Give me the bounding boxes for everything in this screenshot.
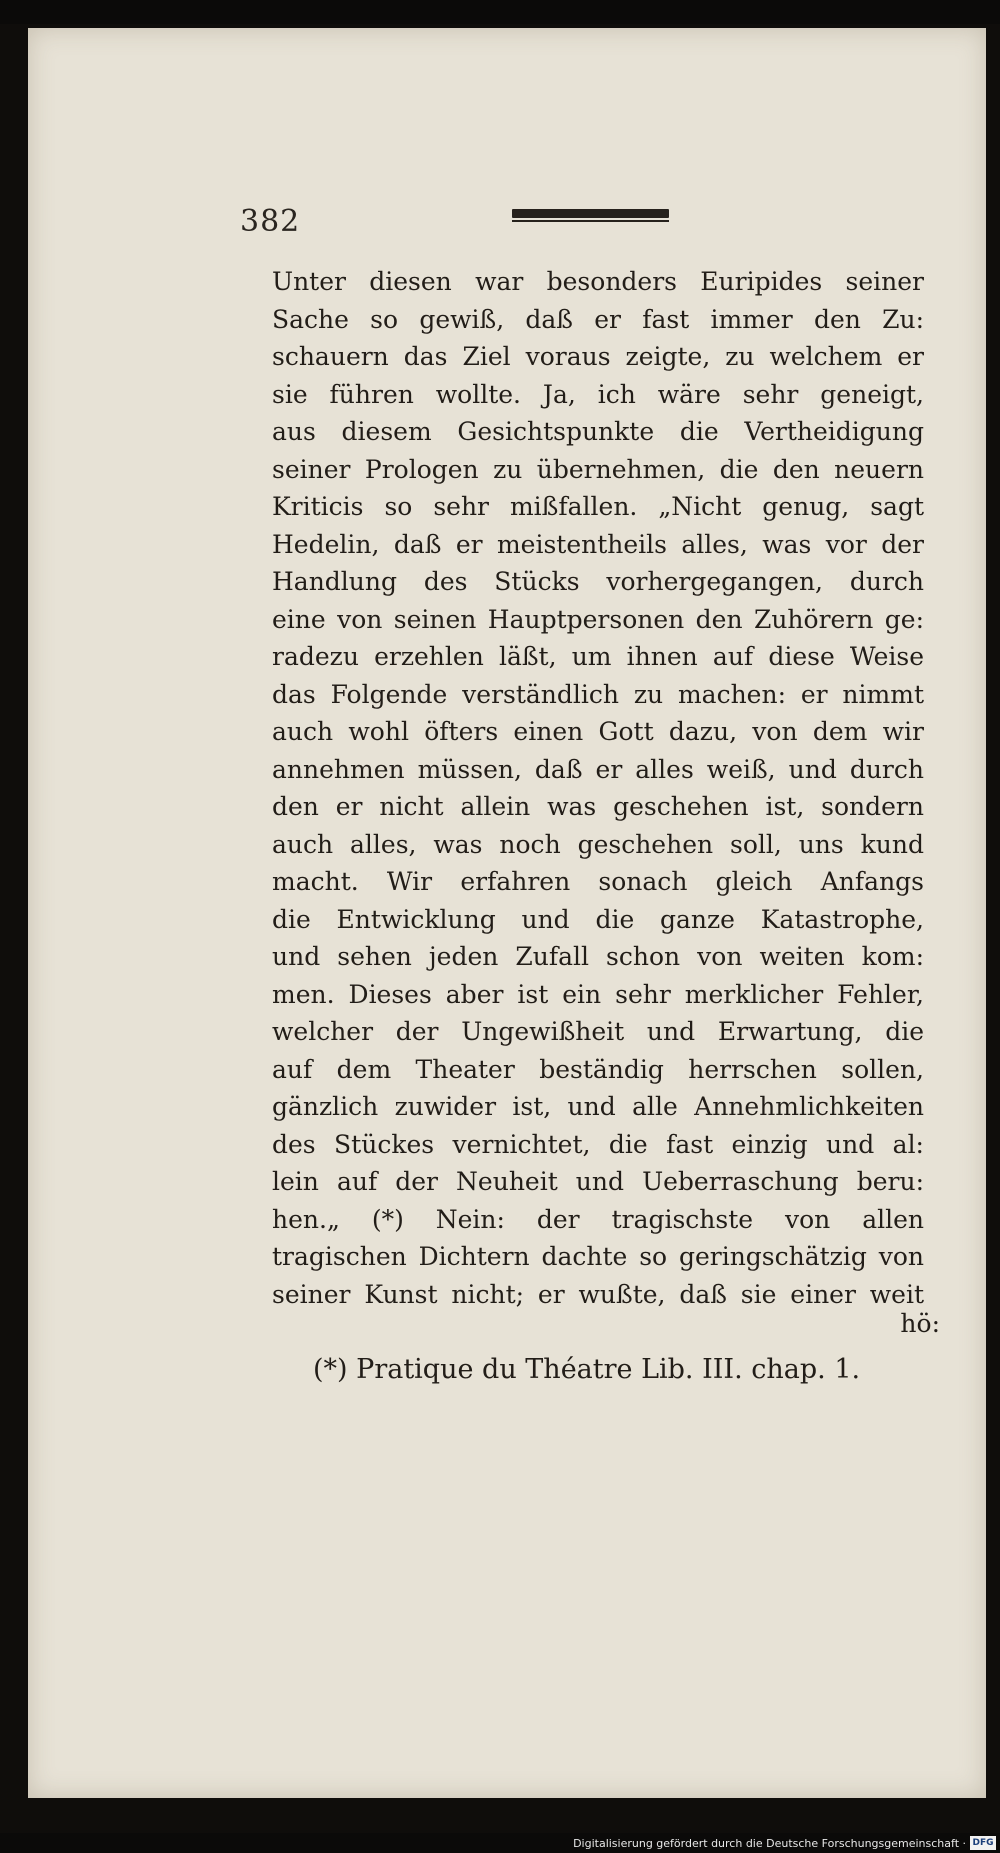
text-line: Hedelin, daß er meistentheils alles, was vor der <box>272 529 924 559</box>
page-number: 382 <box>240 204 301 239</box>
text-line: Kriticis so sehr mißfallen. „Nicht genug, sagt <box>272 492 924 521</box>
text-line: aus diesem Gesichtspunkte die Vertheidigung <box>272 417 924 446</box>
text-line: den er nicht allein was geschehen ist, sondern <box>272 792 924 821</box>
text-line: seiner Prologen zu übernehmen, die den neuern <box>272 454 924 484</box>
text-line: das Folgende verständlich zu machen: er nimmt <box>272 679 924 709</box>
text-line: gänzlich zuwider ist, und alle Annehmlichkeiten <box>272 1092 924 1121</box>
digitization-footer <box>0 1833 1000 1853</box>
text-line: annehmen müssen, daß er alles weiß, und durch <box>272 754 924 784</box>
text-line: tragischen Dichtern dachte so geringschätzig von <box>272 1242 924 1271</box>
text-line: Unter diesen war besonders Euripides seiner <box>272 267 924 296</box>
text-line: macht. Wir erfahren sonach gleich Anfangs <box>272 867 924 896</box>
text-line: Handlung des Stücks vorhergegangen, durch <box>272 567 924 596</box>
text-line: auf dem Theater beständig herrschen sollen, <box>272 1054 924 1084</box>
text-line: eine von seinen Hauptpersonen den Zuhörern ge: <box>272 604 924 634</box>
text-line: auch wohl öfters einen Gott dazu, von dem wir <box>272 717 924 746</box>
text-line: schauern das Ziel voraus zeigte, zu welchem er <box>272 342 924 371</box>
text-line: lein auf der Neuheit und Ueberraschung beru: <box>272 1167 924 1196</box>
text-line: und sehen jeden Zufall schon von weiten kom: <box>272 942 924 971</box>
text-line: des Stückes vernichtet, die fast einzig und al: <box>272 1129 924 1159</box>
text-line: men. Dieses aber ist ein sehr merklicher Fehler, <box>272 979 924 1009</box>
text-line: hen.„ (*) Nein: der tragischste von allen <box>272 1204 924 1234</box>
header-rule <box>512 209 669 218</box>
text-line: radezu erzehlen läßt, um ihnen auf diese Weise <box>272 642 924 671</box>
body-text <box>272 263 924 1313</box>
catchword: hö: <box>900 1309 940 1338</box>
text-line: sie führen wollte. Ja, ich wäre sehr geneigt, <box>272 379 924 409</box>
footnote: (*) Pratique du Théatre Lib. III. chap. 1. <box>313 1354 861 1385</box>
funding-credit: Digitalisierung gefördert durch die Deutsche Forschungsgemeinschaft · <box>573 1837 966 1850</box>
dfg-logo: DFG <box>970 1836 996 1850</box>
scan-top-border <box>0 0 1000 24</box>
text-line: auch alles, was noch geschehen soll, uns kund <box>272 829 924 859</box>
text-line: seiner Kunst nicht; er wußte, daß sie einer weit <box>272 1279 924 1309</box>
text-line: Sache so gewiß, daß er fast immer den Zu: <box>272 304 924 334</box>
text-line: die Entwicklung und die ganze Katastrophe, <box>272 904 924 934</box>
text-line: welcher der Ungewißheit und Erwartung, die <box>272 1017 924 1046</box>
